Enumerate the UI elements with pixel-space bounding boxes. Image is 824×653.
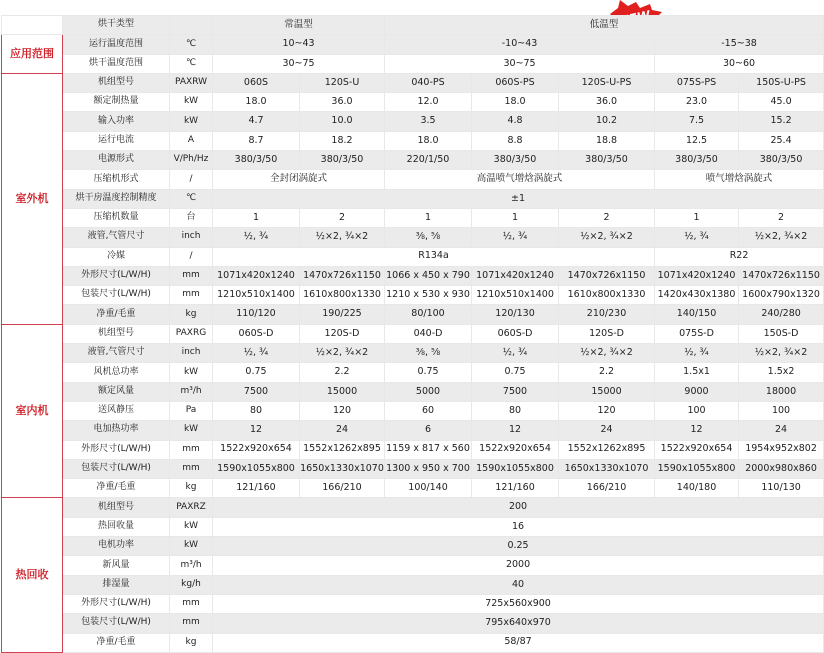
value-cell: 4.8 [472, 112, 559, 131]
value-cell: 15000 [559, 382, 655, 401]
value-cell: 120S-U [300, 73, 385, 92]
value-cell: 8.8 [472, 131, 559, 150]
value-cell: 18.2 [300, 131, 385, 150]
value-cell: 1066 x 450 x 790 [385, 266, 472, 285]
section-heat-label: 热回收 [2, 498, 63, 652]
value-cell: 110/130 [739, 479, 824, 498]
value-cell: 10.2 [559, 112, 655, 131]
value-cell: ½, ¾ [213, 228, 300, 247]
row-unit: mm [170, 614, 213, 633]
row-unit: mm [170, 594, 213, 613]
app-row [2, 54, 824, 73]
value-cell: 100 [655, 401, 739, 420]
value-cell: 075S-PS [655, 73, 739, 92]
value-cell: ½, ¾ [655, 228, 739, 247]
value-cell: 18.0 [472, 93, 559, 112]
range-low-a: 30~75 [385, 54, 655, 73]
heat-value: 2000 [213, 556, 824, 575]
value-cell: 1522x920x654 [472, 440, 559, 459]
row-label: 外形尺寸(L/W/H) [63, 266, 170, 285]
outdoor-row [2, 208, 824, 227]
value-cell: 1954x952x802 [739, 440, 824, 459]
row-label: 包装尺寸(L/W/H) [63, 286, 170, 305]
row-label: 包装尺寸(L/W/H) [63, 614, 170, 633]
heat-row [2, 594, 824, 613]
row-unit: A [170, 131, 213, 150]
row-unit: ℃ [170, 35, 213, 54]
value-cell: 380/3/50 [300, 151, 385, 170]
value-cell: ½×2, ¾×2 [739, 228, 824, 247]
value-cell: 1650x1330x1070 [300, 459, 385, 478]
value-cell: ½×2, ¾×2 [559, 344, 655, 363]
value-cell: 1590x1055x800 [213, 459, 300, 478]
value-cell: 12.5 [655, 131, 739, 150]
value-cell: 1071x420x1240 [472, 266, 559, 285]
row-label: 机组型号 [63, 324, 170, 343]
spec-table-body [2, 16, 824, 653]
value-cell: ⅜, ⅝ [385, 228, 472, 247]
indoor-row [2, 382, 824, 401]
value-cell: 1600x790x1320 [739, 286, 824, 305]
value-cell: 1210x510x1400 [472, 286, 559, 305]
row-unit: mm [170, 286, 213, 305]
value-cell: 10.0 [300, 112, 385, 131]
value-cell: 166/210 [300, 479, 385, 498]
value-cell: 5000 [385, 382, 472, 401]
value-cell: 100/140 [385, 479, 472, 498]
row-label: 电源形式 [63, 151, 170, 170]
value-cell: 1470x726x1150 [559, 266, 655, 285]
value-cell: 380/3/50 [472, 151, 559, 170]
value-cell: 0.75 [472, 363, 559, 382]
row-label: 液管,气管尺寸 [63, 344, 170, 363]
value-cell: 380/3/50 [213, 151, 300, 170]
value-cell: 0.75 [385, 363, 472, 382]
value-cell: ½, ¾ [472, 228, 559, 247]
value-cell: 36.0 [300, 93, 385, 112]
value-cell: 4.7 [213, 112, 300, 131]
value-cell: 18.0 [213, 93, 300, 112]
row-label: 烘干房温度控制精度 [63, 189, 170, 208]
value-cell: 18.8 [559, 131, 655, 150]
row-unit: inch [170, 344, 213, 363]
value-cell: 1 [385, 208, 472, 227]
value-cell: 80 [472, 401, 559, 420]
value-cell: 210/230 [559, 305, 655, 324]
heat-row [2, 498, 824, 517]
value-cell: 80/100 [385, 305, 472, 324]
value-cell: 060S-D [472, 324, 559, 343]
value-cell: 2 [559, 208, 655, 227]
header-blank-cell [2, 16, 63, 35]
app-row [2, 35, 824, 54]
row-unit: kg [170, 479, 213, 498]
value-cell: 060S-PS [472, 73, 559, 92]
value-cell: 100 [739, 401, 824, 420]
value-cell: 25.4 [739, 131, 824, 150]
value-cell: 380/3/50 [655, 151, 739, 170]
header-low: 低温型 [385, 16, 824, 35]
value-cell: 2.2 [300, 363, 385, 382]
value-cell: 36.0 [559, 93, 655, 112]
row-label: 额定制热量 [63, 93, 170, 112]
value-cell: 3.5 [385, 112, 472, 131]
value-cell: 1522x920x654 [213, 440, 300, 459]
value-cell: 040-PS [385, 73, 472, 92]
header-unit-blank [170, 16, 213, 35]
value-cell: 7.5 [655, 112, 739, 131]
row-unit: inch [170, 228, 213, 247]
value-cell: ½, ¾ [213, 344, 300, 363]
row-unit: mm [170, 440, 213, 459]
value-cell: 220/1/50 [385, 151, 472, 170]
value-cell: 7500 [213, 382, 300, 401]
outdoor-row [2, 93, 824, 112]
value-cell: 121/160 [213, 479, 300, 498]
value-cell: 150S-D [739, 324, 824, 343]
value-cell: 12.0 [385, 93, 472, 112]
row-label: 净重/毛重 [63, 305, 170, 324]
row-label: 风机总功率 [63, 363, 170, 382]
row-unit: Pa [170, 401, 213, 420]
value-cell: ½, ¾ [655, 344, 739, 363]
outdoor-row [2, 131, 824, 150]
row-unit: PAXRZ [170, 498, 213, 517]
row-unit: / [170, 247, 213, 266]
heat-value: 58/87 [213, 633, 824, 652]
value-cell: 1590x1055x800 [655, 459, 739, 478]
value-cell: 240/280 [739, 305, 824, 324]
value-cell: 2 [300, 208, 385, 227]
indoor-row [2, 344, 824, 363]
row-label: 包装尺寸(L/W/H) [63, 459, 170, 478]
heat-row [2, 537, 824, 556]
value-cell: 1.5x1 [655, 363, 739, 382]
outdoor-row [2, 170, 824, 189]
row-unit: kW [170, 421, 213, 440]
section-outdoor-label: 室外机 [2, 73, 63, 324]
value-cell: 15.2 [739, 112, 824, 131]
indoor-row [2, 324, 824, 343]
heat-row [2, 517, 824, 536]
value-cell: 1522x920x654 [655, 440, 739, 459]
indoor-row [2, 421, 824, 440]
heat-row [2, 556, 824, 575]
value-cell: 24 [739, 421, 824, 440]
value-cell: 190/225 [300, 305, 385, 324]
row-label: 热回收量 [63, 517, 170, 536]
outdoor-row [2, 228, 824, 247]
indoor-row [2, 459, 824, 478]
value-cell: 2000x980x860 [739, 459, 824, 478]
value-cell: 7500 [472, 382, 559, 401]
heat-value: 40 [213, 575, 824, 594]
value-cell: 120S-D [559, 324, 655, 343]
heat-value: 795x640x970 [213, 614, 824, 633]
value-cell: 1159 x 817 x 560 [385, 440, 472, 459]
range-low-b: 30~60 [655, 54, 824, 73]
row-label: 机组型号 [63, 498, 170, 517]
value-cell: 12 [655, 421, 739, 440]
value-cell: 1210x510x1400 [213, 286, 300, 305]
compressor-low-a: 高温喷气增焓涡旋式 [385, 170, 655, 189]
section-indoor-label: 室内机 [2, 324, 63, 498]
value-cell: 1071x420x1240 [655, 266, 739, 285]
value-cell: 1552x1262x895 [559, 440, 655, 459]
row-unit: kW [170, 112, 213, 131]
header-label: 烘干类型 [63, 16, 170, 35]
row-label: 液管,气管尺寸 [63, 228, 170, 247]
value-cell: 8.7 [213, 131, 300, 150]
range-normal: 30~75 [213, 54, 385, 73]
refrigerant-b: R22 [655, 247, 824, 266]
value-cell: 1610x800x1330 [559, 286, 655, 305]
indoor-row [2, 440, 824, 459]
value-cell: 040-D [385, 324, 472, 343]
value-cell: 9000 [655, 382, 739, 401]
value-cell: 120S-D [300, 324, 385, 343]
row-label: 新风量 [63, 556, 170, 575]
row-unit: PAXRW [170, 73, 213, 92]
heat-row [2, 575, 824, 594]
outdoor-row [2, 73, 824, 92]
row-unit: kg [170, 305, 213, 324]
value-cell: 60 [385, 401, 472, 420]
row-label: 净重/毛重 [63, 633, 170, 652]
header-row [2, 16, 824, 35]
heat-value: 0.25 [213, 537, 824, 556]
row-label: 机组型号 [63, 73, 170, 92]
precision-value: ±1 [213, 189, 824, 208]
value-cell: 140/180 [655, 479, 739, 498]
value-cell: 24 [300, 421, 385, 440]
value-cell: 2.2 [559, 363, 655, 382]
value-cell: 075S-D [655, 324, 739, 343]
heat-value: 725x560x900 [213, 594, 824, 613]
value-cell: 380/3/50 [559, 151, 655, 170]
row-unit: / [170, 170, 213, 189]
indoor-row [2, 401, 824, 420]
row-unit: kW [170, 363, 213, 382]
heat-value: 16 [213, 517, 824, 536]
range-low-b: -15~38 [655, 35, 824, 54]
row-unit: m³/h [170, 382, 213, 401]
value-cell: 24 [559, 421, 655, 440]
outdoor-row [2, 266, 824, 285]
row-label: 外形尺寸(L/W/H) [63, 594, 170, 613]
value-cell: 0.75 [213, 363, 300, 382]
outdoor-row [2, 151, 824, 170]
row-unit: m³/h [170, 556, 213, 575]
row-label: 运行温度范围 [63, 35, 170, 54]
value-cell: 12 [213, 421, 300, 440]
value-cell: 120/130 [472, 305, 559, 324]
value-cell: 1 [655, 208, 739, 227]
value-cell: 1650x1330x1070 [559, 459, 655, 478]
value-cell: 2 [739, 208, 824, 227]
row-unit: kg [170, 633, 213, 652]
value-cell: 1 [213, 208, 300, 227]
value-cell: 1590x1055x800 [472, 459, 559, 478]
row-label: 压缩机形式 [63, 170, 170, 189]
outdoor-row [2, 112, 824, 131]
value-cell: 120 [559, 401, 655, 420]
row-unit: mm [170, 266, 213, 285]
value-cell: 18.0 [385, 131, 472, 150]
row-label: 外形尺寸(L/W/H) [63, 440, 170, 459]
heat-row [2, 633, 824, 652]
value-cell: 45.0 [739, 93, 824, 112]
indoor-row [2, 363, 824, 382]
value-cell: ½×2, ¾×2 [739, 344, 824, 363]
row-label: 压缩机数量 [63, 208, 170, 227]
row-unit: kW [170, 517, 213, 536]
value-cell: 166/210 [559, 479, 655, 498]
row-label: 冷媒 [63, 247, 170, 266]
row-unit: kW [170, 537, 213, 556]
value-cell: 80 [213, 401, 300, 420]
value-cell: 1470x726x1150 [739, 266, 824, 285]
row-label: 净重/毛重 [63, 479, 170, 498]
value-cell: ½×2, ¾×2 [300, 228, 385, 247]
value-cell: 120 [300, 401, 385, 420]
outdoor-row [2, 286, 824, 305]
value-cell: 110/120 [213, 305, 300, 324]
row-label: 电加热功率 [63, 421, 170, 440]
range-normal: 10~43 [213, 35, 385, 54]
value-cell: 1.5x2 [739, 363, 824, 382]
value-cell: 1210 x 530 x 930 [385, 286, 472, 305]
value-cell: 1552x1262x895 [300, 440, 385, 459]
value-cell: ½, ¾ [472, 344, 559, 363]
value-cell: 23.0 [655, 93, 739, 112]
value-cell: 1420x430x1380 [655, 286, 739, 305]
value-cell: 121/160 [472, 479, 559, 498]
refrigerant-a: R134a [213, 247, 655, 266]
value-cell: 1 [472, 208, 559, 227]
value-cell: ½×2, ¾×2 [300, 344, 385, 363]
outdoor-row [2, 305, 824, 324]
value-cell: 1470x726x1150 [300, 266, 385, 285]
row-unit: V/Ph/Hz [170, 151, 213, 170]
value-cell: 1071x420x1240 [213, 266, 300, 285]
row-label: 排湿量 [63, 575, 170, 594]
compressor-normal: 全封闭涡旋式 [213, 170, 385, 189]
row-label: 运行电流 [63, 131, 170, 150]
row-unit: kW [170, 93, 213, 112]
value-cell: ½×2, ¾×2 [559, 228, 655, 247]
value-cell: ⅜, ⅝ [385, 344, 472, 363]
value-cell: 060S [213, 73, 300, 92]
heat-value: 200 [213, 498, 824, 517]
row-unit: ℃ [170, 189, 213, 208]
value-cell: 1300 x 950 x 700 [385, 459, 472, 478]
value-cell: 12 [472, 421, 559, 440]
row-label: 烘干温度范围 [63, 54, 170, 73]
value-cell: 1610x800x1330 [300, 286, 385, 305]
outdoor-row [2, 247, 824, 266]
value-cell: 120S-U-PS [559, 73, 655, 92]
value-cell: 15000 [300, 382, 385, 401]
value-cell: 140/150 [655, 305, 739, 324]
spec-table [1, 15, 824, 653]
row-label: 输入功率 [63, 112, 170, 131]
value-cell: 060S-D [213, 324, 300, 343]
row-unit: ℃ [170, 54, 213, 73]
header-normal: 常温型 [213, 16, 385, 35]
indoor-row [2, 479, 824, 498]
value-cell: 150S-U-PS [739, 73, 824, 92]
compressor-low-b: 喷气增焓涡旋式 [655, 170, 824, 189]
range-low-a: -10~43 [385, 35, 655, 54]
section-app-label: 应用范围 [2, 35, 63, 74]
value-cell: 18000 [739, 382, 824, 401]
outdoor-row [2, 189, 824, 208]
row-unit: mm [170, 459, 213, 478]
heat-row [2, 614, 824, 633]
row-unit: kg/h [170, 575, 213, 594]
row-label: 电机功率 [63, 537, 170, 556]
row-label: 送风静压 [63, 401, 170, 420]
value-cell: 380/3/50 [739, 151, 824, 170]
row-label: 额定风量 [63, 382, 170, 401]
value-cell: 6 [385, 421, 472, 440]
row-unit: PAXRG [170, 324, 213, 343]
row-unit: 台 [170, 208, 213, 227]
